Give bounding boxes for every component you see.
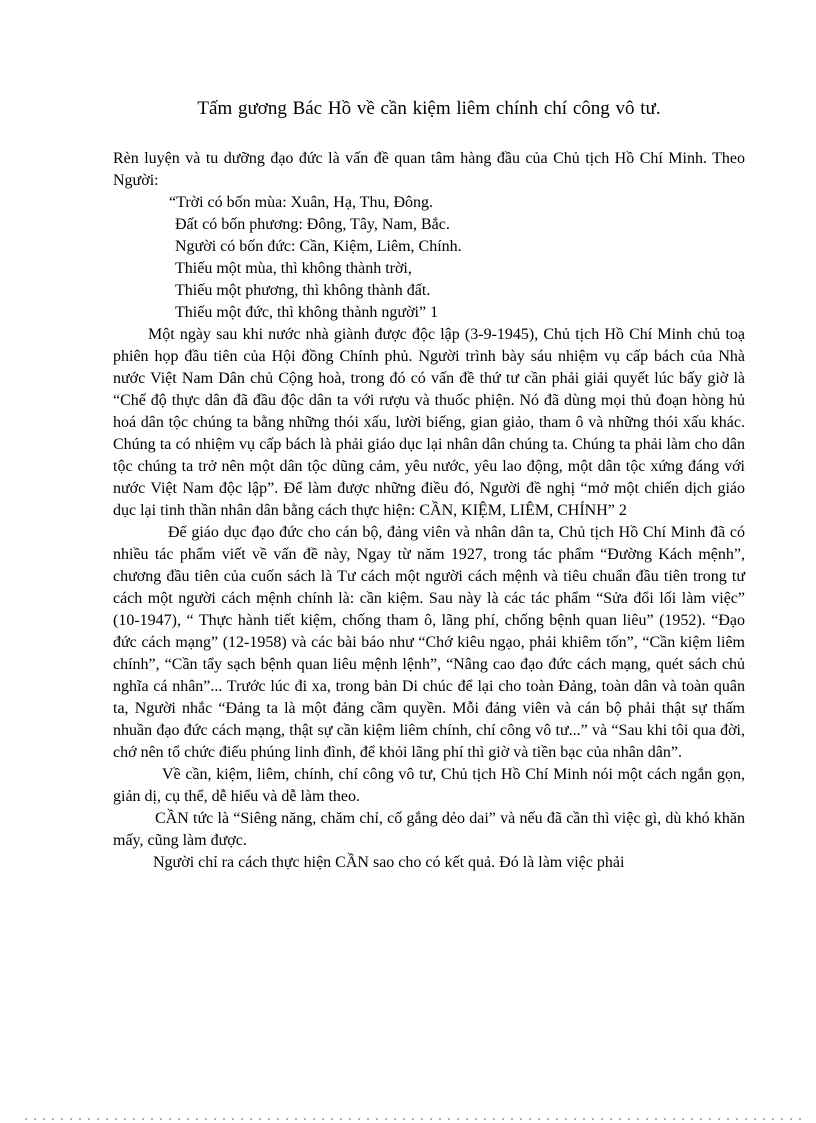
poem-line: Thiếu một phương, thì không thành đất. xyxy=(175,282,431,299)
document-title: Tấm gương Bác Hồ về cần kiệm liêm chính chí công vô tư. xyxy=(197,98,661,119)
document-content xyxy=(113,96,745,874)
poem-line: Đất có bốn phương: Đông, Tây, Nam, Bắc. xyxy=(175,216,450,233)
intro-paragraph: Rèn luyện và tu dưỡng đạo đức là vấn đề quan tâm hàng đầu của Chủ tịch Hồ Chí Minh. Theo Người: xyxy=(113,150,745,189)
poem-line: Thiếu một đức, thì không thành người” 1 xyxy=(175,304,439,321)
poem-line: Người có bốn đức: Cần, Kiệm, Liêm, Chính. xyxy=(175,238,462,255)
poem-line: “Trời có bốn mùa: Xuân, Hạ, Thu, Đông. xyxy=(169,194,433,211)
body-paragraph: CẦN tức là “Siêng năng, chăm chỉ, cố gắng dẻo dai” và nếu đã cần thì việc gì, dù khó khăn mấy, cũng làm được. xyxy=(113,810,745,849)
body-paragraph: Một ngày sau khi nước nhà giành được độc lập (3-9-1945), Chủ tịch Hồ Chí Minh chủ toạ phiên họp đầu tiên của Hội đồng Chính phủ. Người trình bày sáu nhiệm vụ cấp bách của Nhà nước Việt Nam Dân chủ Cộng hoà, trong đó có vấn đề thứ tư cần phải giải quyết lúc bấy giờ là “Chế độ thực dân đã đầu độc dân ta với rượu và thuốc phiện. Nó đã dùng mọi thủ đoạn hòng hủ hoá dân tộc chúng ta bằng những thói xấu, lười biếng, gian giảo, tham ô và những thói xấu khác. Chúng ta có nhiệm vụ cấp bách là phải giáo dục lại nhân dân chúng ta. Chúng ta phải làm cho dân tộc chúng ta trở nên một dân tộc dũng cảm, yêu nước, yêu lao động, một dân tộc xứng đáng với nước Việt Nam độc lập”. Để làm được những điều đó, Người đề nghị “mở một chiến dịch giáo dục lại tinh thần nhân dân bằng cách thực hiện: CẦN, KIỆM, LIÊM, CHÍNH” 2 xyxy=(113,326,745,519)
poem-line: Thiếu một mùa, thì không thành trời, xyxy=(175,260,412,277)
body-paragraph: Để giáo dục đạo đức cho cán bộ, đảng viên và nhân dân ta, Chủ tịch Hồ Chí Minh đã có nhiều tác phẩm viết về vấn đề này, Ngay từ năm 1927, trong tác phẩm “Đường Kách mệnh”, chương đầu tiên của cuốn sách là Tư cách một người cách mệnh và tiêu chuẩn đầu tiên trong tư cách một người cách mệnh chính là: cần kiệm. Sau này là các tác phẩm “Sửa đổi lối làm việc” (10-1947), “ Thực hành tiết kiệm, chống tham ô, lãng phí, chống bệnh quan liêu” (1952). “Đạo đức cách mạng” (12-1958) và các bài báo như “Chớ kiêu ngạo, phải khiêm tốn”, “Cần kiệm liêm chính”, “Cần tẩy sạch bệnh quan liêu mệnh lệnh”, “Nâng cao đạo đức cách mạng, quét sách chủ nghĩa cá nhân”... Trước lúc đi xa, trong bản Di chúc để lại cho toàn Đảng, toàn dân và toàn quân ta, Người nhắc “Đảng ta là một đảng cầm quyền. Mỗi đảng viên và cán bộ phải thật sự thấm nhuần đạo đức cách mạng, thật sự cần kiệm liêm chính, chí công vô tư...” và “Sau khi tôi qua đời, chớ nên tổ chức điếu phúng linh đình, để khỏi lãng phí thì giờ và tiền bạc của nhân dân”. xyxy=(113,524,745,761)
page-break-divider xyxy=(25,1118,804,1120)
body-paragraph: Người chỉ ra cách thực hiện CẦN sao cho có kết quả. Đó là làm việc phải xyxy=(153,854,625,871)
poem-block xyxy=(113,192,745,324)
body-paragraph: Về cần, kiệm, liêm, chính, chí công vô tư, Chủ tịch Hồ Chí Minh nói một cách ngắn gọn, giản dị, cụ thể, dễ hiểu và dễ làm theo. xyxy=(113,766,745,805)
